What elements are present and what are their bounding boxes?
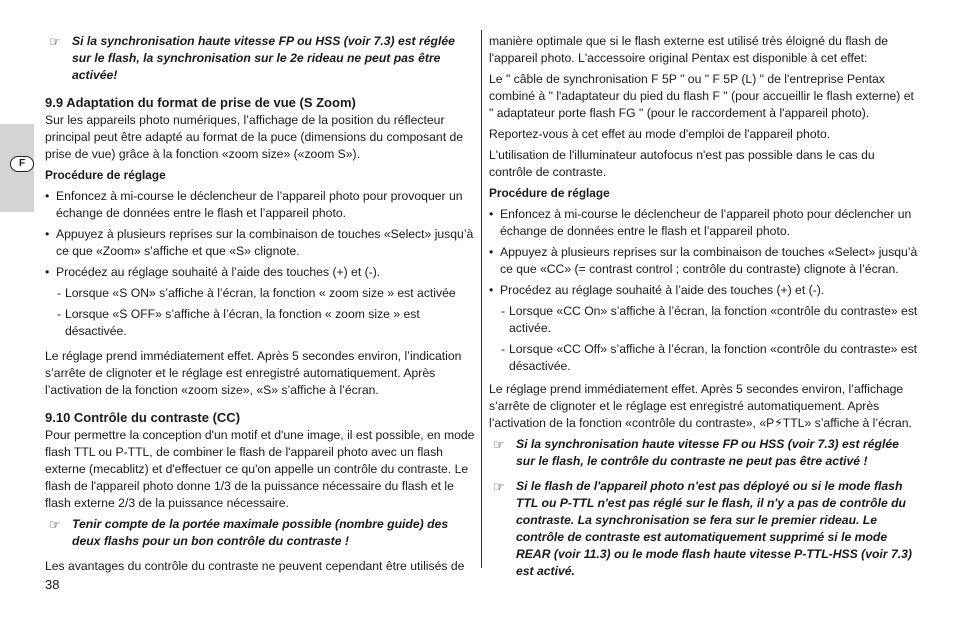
list-subitem: - Lorsque «CC Off» s’affiche à l’écran, la fonction «contrôle du contraste» est désactivée. bbox=[501, 342, 918, 373]
bullet-icon: • bbox=[489, 245, 494, 259]
list-item: • Enfoncez à mi-course le déclencheur de l’appareil photo pour déclencher un échange de données entre le flash et l’appareil photo. bbox=[489, 207, 912, 238]
section-heading-9-9: 9.9 Adaptation du format de prise de vue (S Zoom) bbox=[45, 95, 356, 110]
bullet-icon: • bbox=[489, 283, 494, 297]
note-text: Si le flash de l'appareil photo n'est pas déployé ou si le mode flash TTL ou P-TTL n'est pas réglé sur le flash, il n'y a pas de contrôle du contraste. La synchronisation se fera sur le premier rideau. Le contrôle de contraste est automatiquement supprimé si le mode REAR (voir 11.3) ou le mode flash haute vitesse P-TTL-HSS (voir 7.3) est activé. bbox=[516, 479, 912, 578]
dash-icon: - bbox=[57, 286, 62, 300]
paragraph-cables: Le " câble de synchronisation F 5P " ou " F 5P (L) " de l'entreprise Pentax combiné à " l'adaptateur du pied du flash F " (pour accueillir le flash externe) et " adaptateur porte flash FG " (pour le raccordement à l'appareil photo). bbox=[489, 72, 914, 120]
list-subitem: - Lorsque «S OFF» s’affiche à l’écran, la fonction « zoom size » est désactivée. bbox=[57, 307, 420, 338]
section-9-9-intro: Sur les appareils photo numériques, l’affichage de la position du réflecteur principal peut être adapté au format de la puce (dimensions du composant de prise de vue) grâce à la fonction «zoom size» («zoom S»). bbox=[45, 113, 464, 161]
column-divider bbox=[481, 30, 482, 568]
list-item: • Appuyez à plusieurs reprises sur la combinaison de touches «Select» jusqu’à ce que «CC» (= contrast control ; contrôle du contraste) clignote à l’écran. bbox=[489, 245, 918, 276]
procedure-result: Le réglage prend immédiatement effet. Après 5 secondes environ, l’affichage s’arrête de clignoter et le réglage est enregistré automatiquement. Après l’activation de la fonction «contrôle du contraste», «P⚡TTL» s’affiche à l’écran. bbox=[489, 382, 912, 430]
list-item: • Enfoncez à mi-course le déclencheur de l’appareil photo pour provoquer un échange de données entre le flash et l’appareil photo. bbox=[45, 189, 463, 220]
list-item: • Procédez au réglage souhaité à l’aide des touches (+) et (-). bbox=[45, 265, 381, 279]
note-guide-number bbox=[45, 516, 475, 550]
note-text: Si la synchronisation haute vitesse FP ou HSS (voir 7.3) est réglée sur le flash, le contrôle du contraste ne peut pas être activé ! bbox=[516, 437, 899, 468]
list-item: • Procédez au réglage souhaité à l’aide des touches (+) et (-). bbox=[489, 283, 825, 297]
list-item: • Appuyez à plusieurs reprises sur la combinaison de touches «Select» jusqu’à ce que «Zoom» s’affiche et que «S» clignote. bbox=[45, 227, 474, 258]
note-text: Si la synchronisation haute vitesse FP ou HSS (voir 7.3) est réglée sur le flash, la synchronisation sur le 2e rideau ne peut pas être activée! bbox=[72, 34, 455, 82]
dash-icon: - bbox=[57, 307, 62, 321]
paragraph-continuation: manière optimale que si le flash externe est utilisé très éloigné du flash de l'appareil photo. L'accessoire original Pentax est disponible à cet effet: bbox=[489, 34, 889, 65]
paragraph-af-illuminator: L'utilisation de l'illuminateur autofocus n'est pas possible dans le cas du contrôle de contraste. bbox=[489, 148, 875, 179]
dash-icon: - bbox=[501, 304, 506, 318]
paragraph-continues: Les avantages du contrôle du contraste ne peuvent cependant être utilisés de bbox=[45, 559, 465, 573]
procedure-heading: Procédure de réglage bbox=[489, 186, 610, 200]
paragraph-refer: Reportez-vous à cet effet au mode d'emploi de l'appareil photo. bbox=[489, 127, 831, 141]
list-subitem: - Lorsque «CC On» s’affiche à l’écran, la fonction «contrôle du contraste» est activée. bbox=[501, 304, 918, 335]
pointing-hand-icon: ☞ bbox=[49, 517, 61, 532]
right-column bbox=[489, 33, 919, 588]
bullet-icon: • bbox=[489, 207, 494, 221]
pointing-hand-icon: ☞ bbox=[49, 34, 61, 49]
bullet-icon: • bbox=[45, 227, 50, 241]
dash-icon: - bbox=[501, 342, 506, 356]
bullet-icon: • bbox=[45, 189, 50, 203]
bullet-icon: • bbox=[45, 265, 50, 279]
list-subitem: - Lorsque «S ON» s’affiche à l’écran, la fonction « zoom size » est activée bbox=[57, 286, 456, 300]
procedure-heading: Procédure de réglage bbox=[45, 168, 166, 182]
page-number: 38 bbox=[45, 577, 60, 592]
section-heading-9-10: 9.10 Contrôle du contraste (CC) bbox=[45, 410, 241, 425]
pointing-hand-icon: ☞ bbox=[493, 437, 505, 452]
note-hss-rear-curtain bbox=[45, 33, 475, 84]
procedure-result: Le réglage prend immédiatement effet. Après 5 secondes environ, l’indication s’arrête de clignoter et le réglage est enregistré automatiquement. Après l’activation de la fonction «zoom size», «S» s’affiche à l’écran. bbox=[45, 349, 462, 397]
note-flash-not-deployed bbox=[489, 478, 919, 580]
section-9-10-intro: Pour permettre la conception d'un motif et d'une image, il est possible, en mode flash TTL ou P-TTL, de combiner le flash de l'appareil photo avec un flash externe (mecablitz) et d'effectuer ce qu'on appelle un contrôle du contraste. Le flash de l'appareil photo donne 1/3 de la puissance nécessaire du flash et le flash externe 2/3 de la puissance nécessaire. bbox=[45, 428, 475, 510]
note-hss-contrast bbox=[489, 436, 919, 470]
note-text: Tenir compte de la portée maximale possible (nombre guide) des deux flashs pour un bon contrôle du contraste ! bbox=[72, 517, 449, 548]
left-column bbox=[45, 33, 475, 579]
language-badge: F bbox=[10, 156, 34, 172]
pointing-hand-icon: ☞ bbox=[493, 479, 505, 494]
